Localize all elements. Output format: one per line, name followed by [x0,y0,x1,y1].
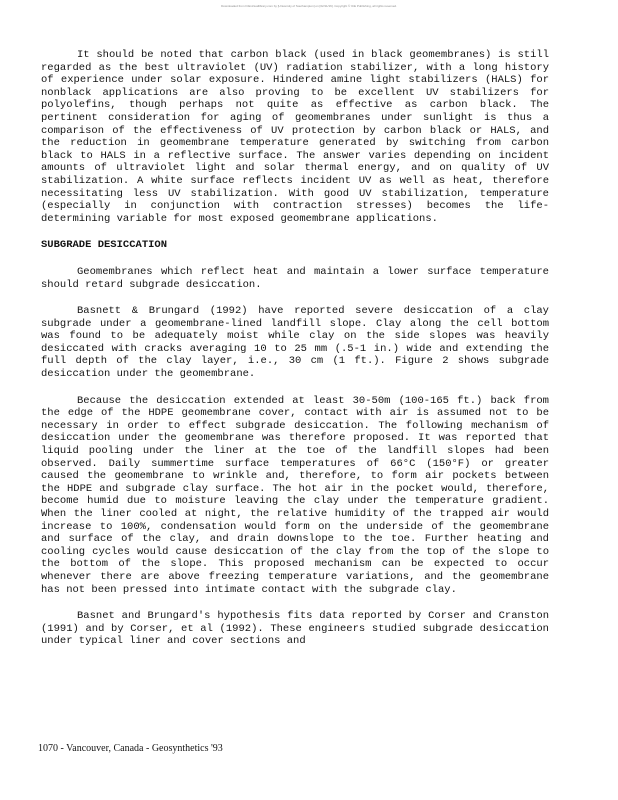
paragraph-geomembranes-reflect: Geomembranes which reflect heat and maintain a lower surface temperature should retard subgrade desiccation. [41,265,549,291]
section-heading-subgrade-desiccation: SUBGRADE DESICCATION [41,239,168,252]
download-watermark: Downloaded from ICEvirtuallibrary.com by [University of Southampton] on [02/11/16]. Copyright © ICE Publishing, all rights reserved. [221,4,397,8]
paragraph-carbon-black: It should be noted that carbon black (used in black geomembranes) is still regarded as the best ultraviolet (UV) radiation stabilizer, with a long history of experience under solar exposure. Hindered amine light stabilizers (HALS) for nonblack applications are also proving to be excellent UV stabilizers for polyolefins, though perhaps not quite as effective as carbon black. The pertinent consideration for aging of geomembranes under sunlight is thus a comparison of the effectiveness of UV protection by carbon black or HALS, and the reduction in geomembrane temperature generated by switching from carbon black to HALS in a reflective surface. The answer varies depending on incident amounts of ultraviolet light and solar thermal energy, and on quality of UV stabilization. A white surface reflects incident UV as well as heat, therefore necessitating less UV stabilization. With good UV stabilization, temperature (especially in conjunction with contraction stresses) becomes the life-determining variable for most exposed geomembrane applications. [41,49,549,225]
paragraph-corser-cranston: Basnet and Brungard's hypothesis fits data reported by Corser and Cranston (1991) and by Corser, et al (1992). These engineers studied subgrade desiccation under typical liner and cover sections and [41,610,549,648]
page-body [41,49,549,648]
paragraph-basnett-brungard: Basnett & Brungard (1992) have reported severe desiccation of a clay subgrade under a geomembrane-lined landfill slope. Clay along the cell bottom was found to be adequately moist while clay on the side slopes was heavily desiccated with cracks averaging 10 to 25 mm (.5-1 in.) wide and extending the full depth of the clay layer, i.e., 30 cm (1 ft.). Figure 2 shows subgrade desiccation under the geomembrane. [41,305,549,381]
page-footer: 1070 - Vancouver, Canada - Geosynthetics '93 [38,743,223,754]
paragraph-desiccation-mechanism: Because the desiccation extended at least 30-50m (100-165 ft.) back from the edge of the HDPE geomembrane cover, contact with air is assumed not to be necessary in order to effect subgrade desiccation. The following mechanism of desiccation under the geomembrane was therefore proposed. It was reported that liquid pooling under the liner at the toe of the landfill slopes had been observed. Daily summertime surface temperatures of 66°C (150°F) or greater caused the geomembrane to wrinkle and, therefore, to form air pockets between the HDPE and subgrade clay surface. The hot air in the pocket would, therefore, become humid due to moisture leaving the clay under the temperature gradient. When the liner cooled at night, the relative humidity of the trapped air would increase to 100%, condensation would form on the underside of the geomembrane and surface of the clay, and drain downslope to the toe. Further heating and cooling cycles would cause desiccation of the clay from the top of the slope to the bottom of the slope. This proposed mechanism can be expected to occur whenever there are above freezing temperature variations, and the geomembrane has not been pressed into intimate contact with the subgrade clay. [41,394,549,596]
